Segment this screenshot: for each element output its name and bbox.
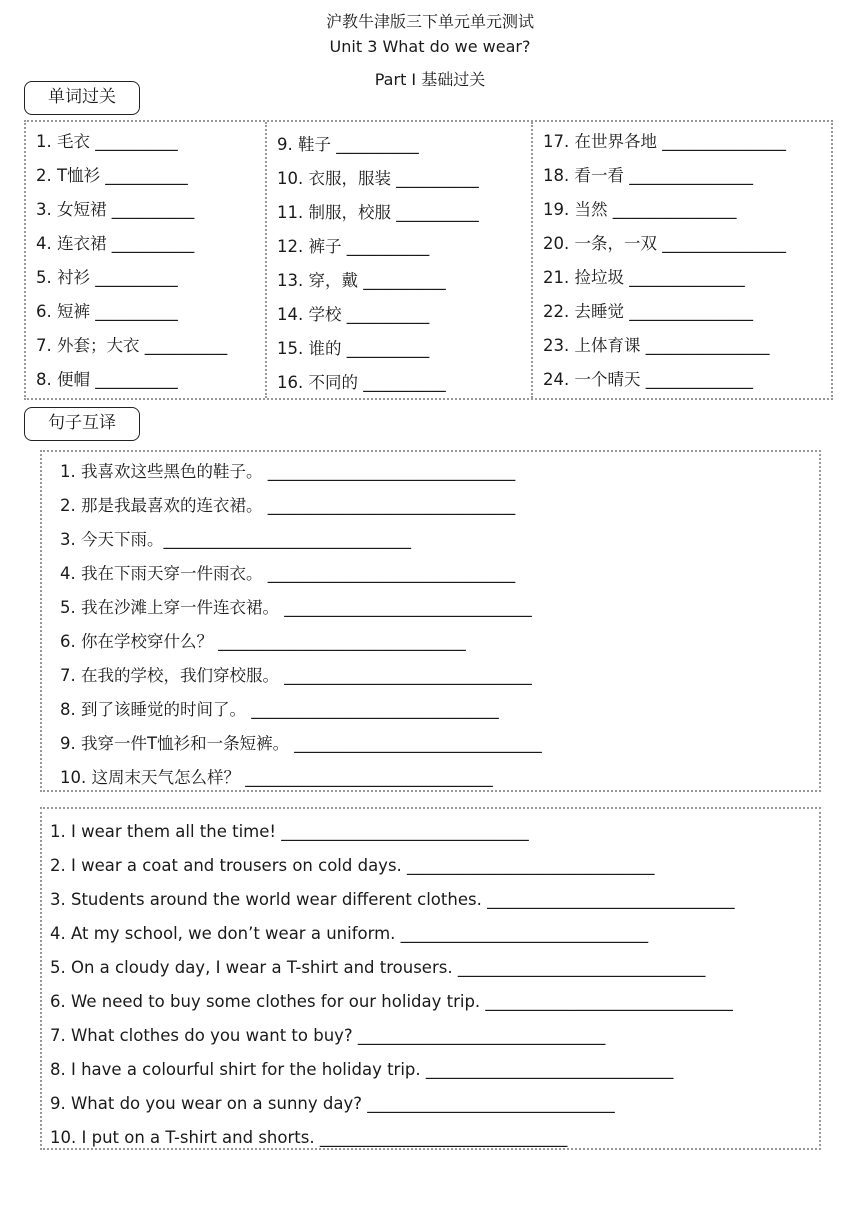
vocabulary-item: 17. 在世界各地 _______________ — [543, 132, 786, 151]
sentence-item: 1. 我喜欢这些黑色的鞋子。 ______________________________ — [60, 462, 516, 481]
sentence-item: 9. What do you wear on a sunny day? ______________________________ — [50, 1094, 615, 1113]
document-title: 沪教牛津版三下单元单元测试 — [325, 12, 534, 31]
vocabulary-item: 13. 穿，戴 __________ — [277, 271, 446, 290]
english-sentences-box — [40, 807, 821, 1150]
sentence-item: 8. 到了该睡觉的时间了。 ______________________________ — [60, 700, 499, 719]
vocabulary-item: 21. 捡垃圾 ______________ — [543, 268, 745, 287]
sentence-item: 2. I wear a coat and trousers on cold days. ______________________________ — [50, 856, 655, 875]
sentence-item: 1. I wear them all the time! ______________________________ — [50, 822, 529, 841]
vocabulary-item: 14. 学校 __________ — [277, 305, 430, 324]
vocabulary-item: 22. 去睡觉 _______________ — [543, 302, 753, 321]
vocabulary-item: 16. 不同的 __________ — [277, 373, 446, 392]
vocabulary-item: 24. 一个晴天 _____________ — [543, 370, 753, 389]
vocabulary-item: 4. 连衣裙 __________ — [36, 234, 195, 253]
vocabulary-item: 2. T恤衫 __________ — [36, 166, 188, 185]
vocabulary-item: 1. 毛衣 __________ — [36, 132, 178, 151]
vocabulary-item: 8. 便帽 __________ — [36, 370, 178, 389]
sentence-item: 4. At my school, we don’t wear a uniform. ______________________________ — [50, 924, 649, 943]
sentence-item: 6. We need to buy some clothes for our holiday trip. ______________________________ — [50, 992, 733, 1011]
vocabulary-column-3 — [531, 122, 831, 398]
chinese-sentences-box — [40, 450, 821, 792]
vocabulary-item: 15. 谁的 __________ — [277, 339, 430, 358]
vocabulary-item: 11. 制服，校服 __________ — [277, 203, 479, 222]
document-subtitle: Unit 3 What do we wear? — [329, 37, 531, 56]
sentence-item: 2. 那是我最喜欢的连衣裙。 ______________________________ — [60, 496, 516, 515]
part-heading: Part Ⅰ 基础过关 — [374, 70, 486, 89]
sentence-item: 5. On a cloudy day, I wear a T-shirt and trousers. ______________________________ — [50, 958, 706, 977]
vocabulary-item: 20. 一条，一双 _______________ — [543, 234, 786, 253]
sentence-item: 6. 你在学校穿什么？ ______________________________ — [60, 632, 466, 651]
vocabulary-item: 19. 当然 _______________ — [543, 200, 737, 219]
sentence-item: 7. What clothes do you want to buy? ______________________________ — [50, 1026, 606, 1045]
sentence-item: 4. 我在下雨天穿一件雨衣。 ______________________________ — [60, 564, 516, 583]
vocabulary-box — [24, 120, 833, 400]
sentence-item: 7. 在我的学校，我们穿校服。 ______________________________ — [60, 666, 532, 685]
vocabulary-column-2 — [265, 122, 531, 398]
vocabulary-item: 18. 看一看 _______________ — [543, 166, 753, 185]
vocabulary-item: 3. 女短裙 __________ — [36, 200, 195, 219]
vocabulary-item: 6. 短裤 __________ — [36, 302, 178, 321]
section-label-sentences: 句子互译 — [24, 407, 140, 441]
sentence-item: 10. 这周末天气怎么样？ ______________________________ — [60, 768, 493, 787]
vocabulary-item: 12. 裤子 __________ — [277, 237, 430, 256]
vocabulary-item: 9. 鞋子 __________ — [277, 135, 419, 154]
section-label-vocabulary: 单词过关 — [24, 81, 140, 115]
sentence-item: 8. I have a colourful shirt for the holiday trip. ______________________________ — [50, 1060, 674, 1079]
vocabulary-item: 10. 衣服，服装 __________ — [277, 169, 479, 188]
sentence-item: 3. 今天下雨。______________________________ — [60, 530, 411, 549]
sentence-item: 10. I put on a T-shirt and shorts. ______________________________ — [50, 1128, 568, 1147]
sentence-item: 3. Students around the world wear different clothes. ______________________________ — [50, 890, 735, 909]
vocabulary-item: 23. 上体育课 _______________ — [543, 336, 770, 355]
vocabulary-item: 7. 外套；大衣 __________ — [36, 336, 228, 355]
sentence-item: 9. 我穿一件T恤衫和一条短裤。 ______________________________ — [60, 734, 542, 753]
vocabulary-item: 5. 衬衫 __________ — [36, 268, 178, 287]
sentence-item: 5. 我在沙滩上穿一件连衣裙。 ______________________________ — [60, 598, 532, 617]
vocabulary-column-1 — [26, 122, 265, 398]
